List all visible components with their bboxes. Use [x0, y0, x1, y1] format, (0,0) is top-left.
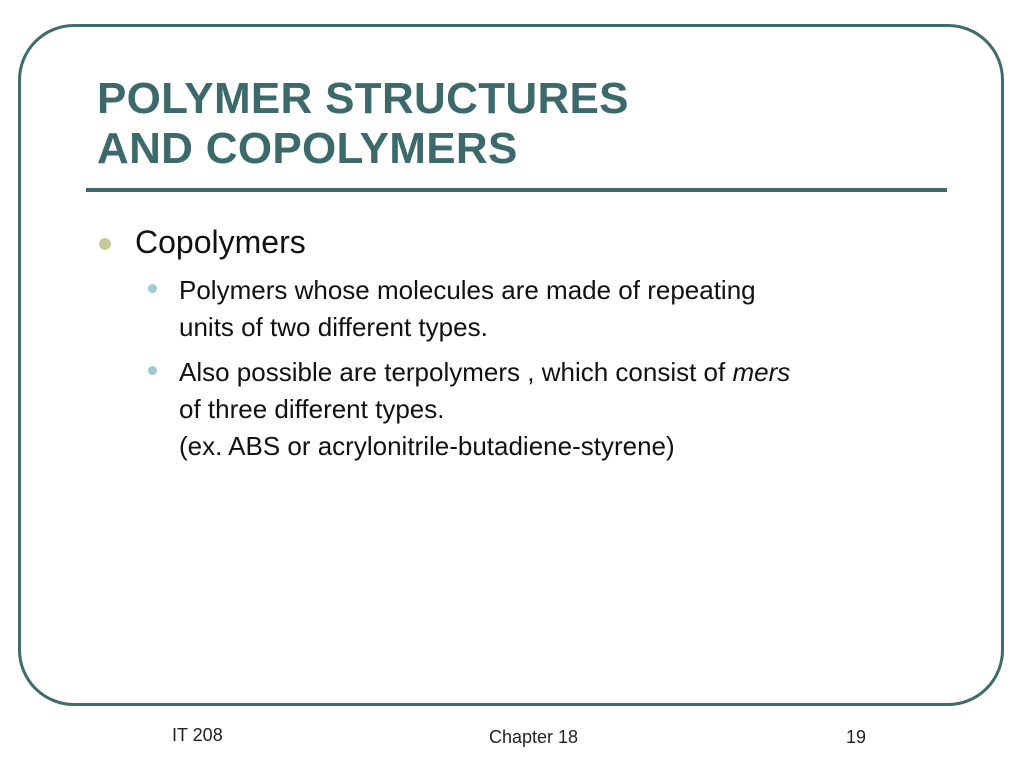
bullet-dot-icon — [99, 238, 111, 250]
bullet-copolymers — [97, 222, 957, 262]
sub-bullet-dot-icon — [148, 366, 157, 375]
sub-bullet-line — [179, 354, 957, 391]
sub-bullet-item — [179, 272, 957, 346]
title-line-1: POLYMER STRUCTURES — [97, 74, 629, 123]
sub-bullet-line: (ex. ABS or acrylonitrile-butadiene-styrene) — [179, 431, 675, 461]
sub-bullet-line: Polymers whose molecules are made of repeating — [179, 275, 756, 305]
slide-title — [97, 74, 629, 174]
sub-bullet-line: of three different types. — [179, 394, 445, 424]
sub-bullet-line: units of two different types. — [179, 312, 488, 342]
slide-content — [97, 222, 957, 473]
sub-bullet-dot-icon — [148, 284, 157, 293]
sub-bullet-item — [179, 354, 957, 465]
footer-course: IT 208 — [172, 725, 223, 745]
footer-page-number: 19 — [846, 727, 867, 747]
bullet-text: Copolymers — [135, 224, 306, 260]
sub-bullet-list — [97, 272, 957, 465]
footer-chapter: Chapter 18 — [489, 727, 579, 747]
sub-bullet-text: Also possible are terpolymers , which consist of — [179, 357, 733, 387]
title-divider — [86, 188, 947, 192]
mers-italic-text: mers — [732, 357, 791, 387]
title-line-2: AND COPOLYMERS — [97, 124, 518, 173]
